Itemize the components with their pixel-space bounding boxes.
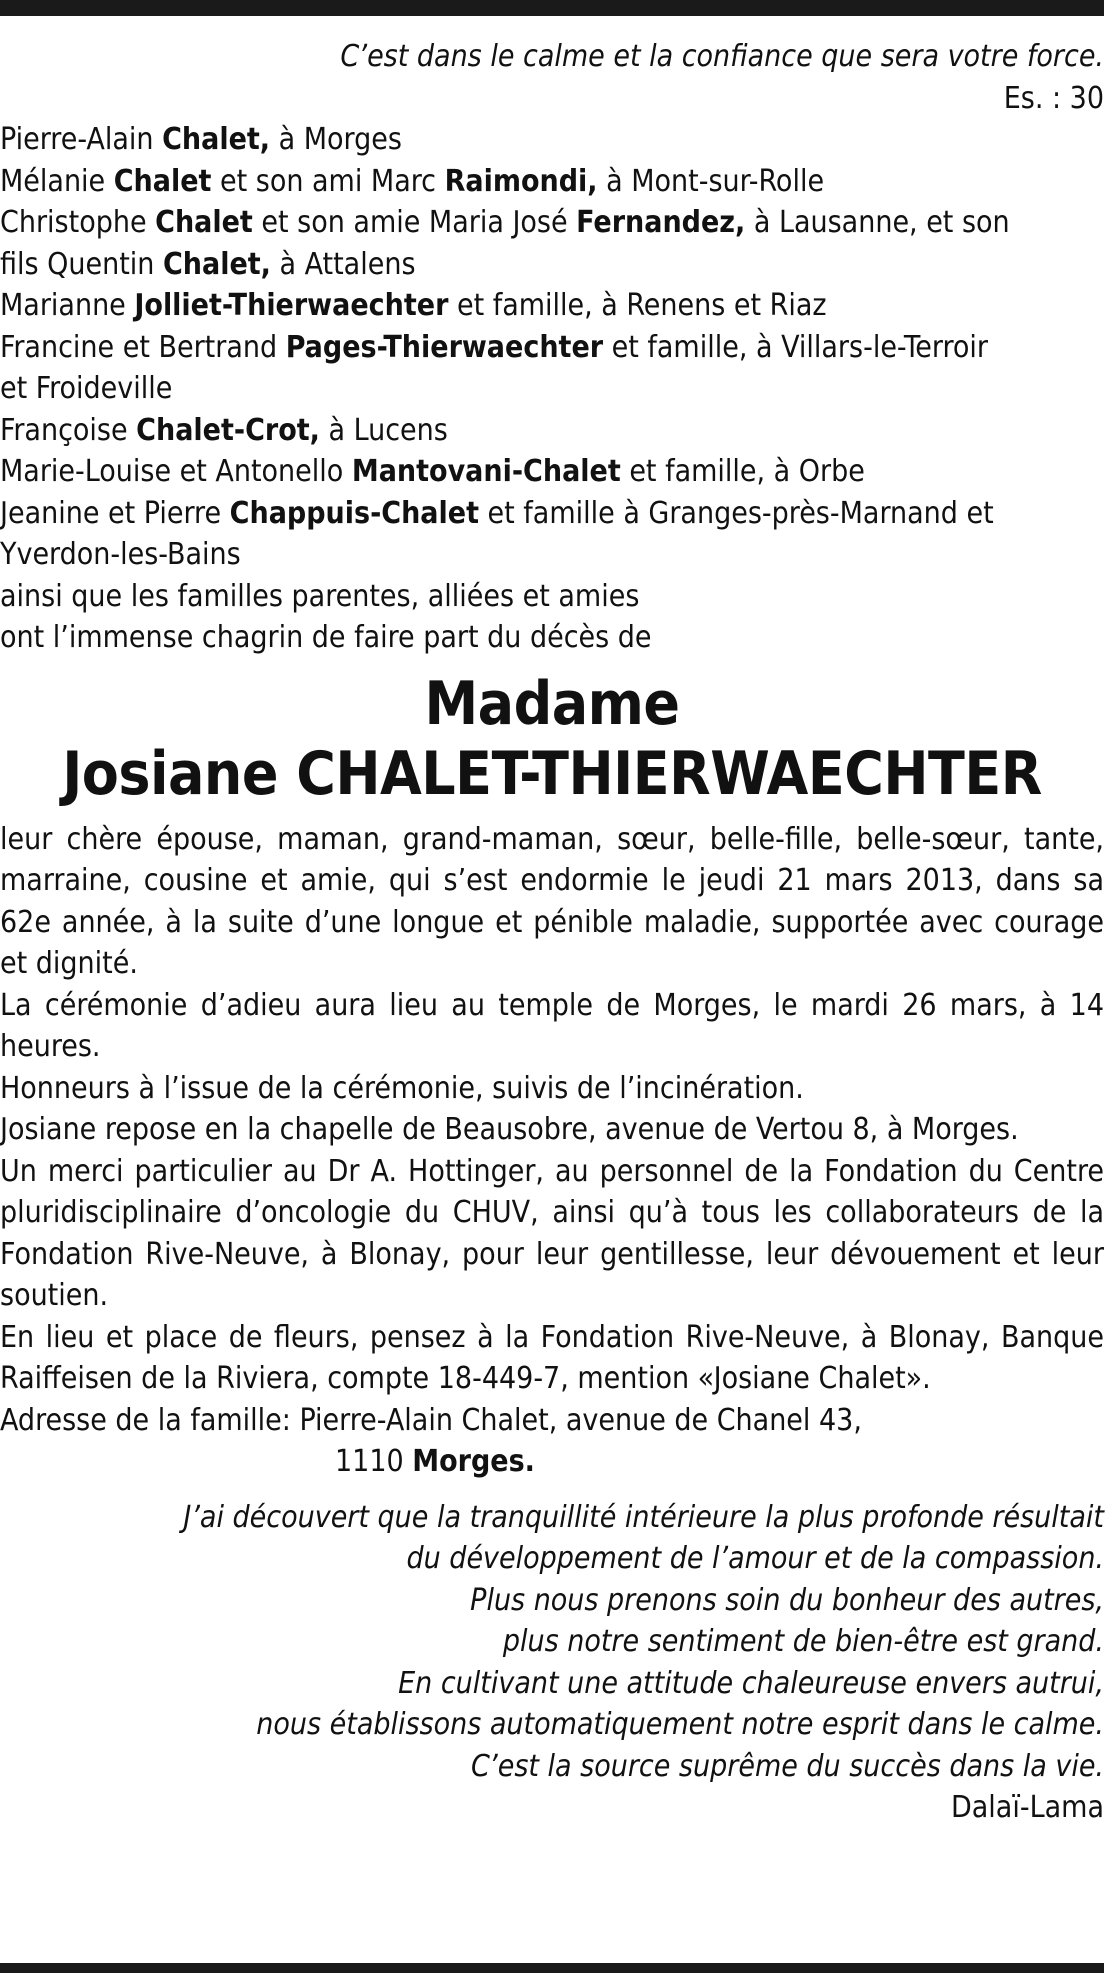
- quote-line: En cultivant une attitude chaleureuse envers autrui,: [398, 1665, 1104, 1701]
- quote-line: du développement de l’amour et de la compassion.: [406, 1541, 1104, 1576]
- family-line: Francine et Bertrand Pages-Thierwaechter et famille, à Villars-le-Terroir: [0, 329, 988, 365]
- family-line: Marianne Jolliet-Thierwaechter et famille, à Renens et Riaz: [0, 288, 827, 323]
- quote-line: plus notre sentiment de bien-être est grand.: [502, 1624, 1104, 1659]
- deceased-name: Josiane CHALET-THIERWAECHTER: [62, 738, 1042, 809]
- family-address-city: 1110 Morges.: [335, 1444, 535, 1479]
- notice-paragraph: leur chère épouse, maman, grand-maman, sœur, belle-fille, belle-sœur, tante, marraine, cousine et amie, qui s’est endormie le jeudi 21 mars 2013, dans sa 62e année, à la suite d’une longue et pénible maladie, supportée avec courage et dignité.: [0, 821, 1104, 981]
- epigraph-text: C’est dans le calme et la confiance que sera votre force.: [340, 39, 1104, 74]
- quote-line: nous établissons automatiquement notre esprit dans le calme.: [256, 1707, 1104, 1742]
- family-line: Pierre-Alain Chalet, à Morges: [0, 122, 402, 157]
- family-line: ainsi que les familles parentes, alliées et amies: [0, 578, 640, 614]
- notice-paragraph: Un merci particulier au Dr A. Hottinger, au personnel de la Fondation du Centre pluridisciplinaire d’oncologie du CHUV, ainsi qu’à tous les collaborateurs de la Fondation Rive-Neuve, à Blonay, pour leur gentillesse, leur dévouement et leur soutien.: [0, 1153, 1104, 1313]
- family-line: ont l’immense chagrin de faire part du décès de: [0, 620, 652, 655]
- family-line: Christophe Chalet et son amie Maria José Fernandez, à Lausanne, et son: [0, 205, 1010, 240]
- obituary-notice: [0, 36, 1104, 1829]
- top-rule: [0, 0, 1104, 16]
- bottom-rule: [0, 1963, 1104, 1973]
- epigraph-reference: Es. : 30: [1003, 80, 1104, 116]
- quote-line: Plus nous prenons soin du bonheur des autres,: [470, 1582, 1104, 1618]
- family-line: Marie-Louise et Antonello Mantovani-Chalet et famille, à Orbe: [0, 454, 865, 489]
- quote-author: Dalaï-Lama: [950, 1790, 1104, 1825]
- notice-paragraph: La cérémonie d’adieu aura lieu au temple de Morges, le mardi 26 mars, à 14 heures.: [0, 987, 1104, 1064]
- family-line: fils Quentin Chalet, à Attalens: [0, 246, 416, 282]
- family-line: et Froideville: [0, 371, 173, 406]
- quote-line: C’est la source suprême du succès dans la vie.: [470, 1748, 1104, 1784]
- family-line: Jeanine et Pierre Chappuis-Chalet et famille à Granges-près-Marnand et: [0, 495, 994, 531]
- family-address: Adresse de la famille: Pierre-Alain Chalet, avenue de Chanel 43,: [0, 1402, 862, 1438]
- family-line: Mélanie Chalet et son ami Marc Raimondi, à Mont-sur-Rolle: [0, 163, 825, 199]
- closing-quote: [0, 1497, 1104, 1788]
- family-list: [0, 119, 1104, 659]
- deceased-honorific: Madame: [424, 668, 680, 739]
- family-line: Yverdon-les-Bains: [0, 537, 241, 572]
- notice-paragraph: Josiane repose en la chapelle de Beausobre, avenue de Vertou 8, à Morges.: [0, 1112, 1019, 1147]
- family-line: Françoise Chalet-Crot, à Lucens: [0, 412, 448, 448]
- notice-paragraph: Honneurs à l’issue de la cérémonie, suivis de l’incinération.: [0, 1070, 804, 1106]
- notice-paragraph: En lieu et place de fleurs, pensez à la Fondation Rive-Neuve, à Blonay, Banque Raiffeisen de la Riviera, compte 18-449-7, mention «Josiane Chalet».: [0, 1319, 1104, 1396]
- quote-line: J’ai découvert que la tranquillité intérieure la plus profonde résultait: [183, 1499, 1104, 1535]
